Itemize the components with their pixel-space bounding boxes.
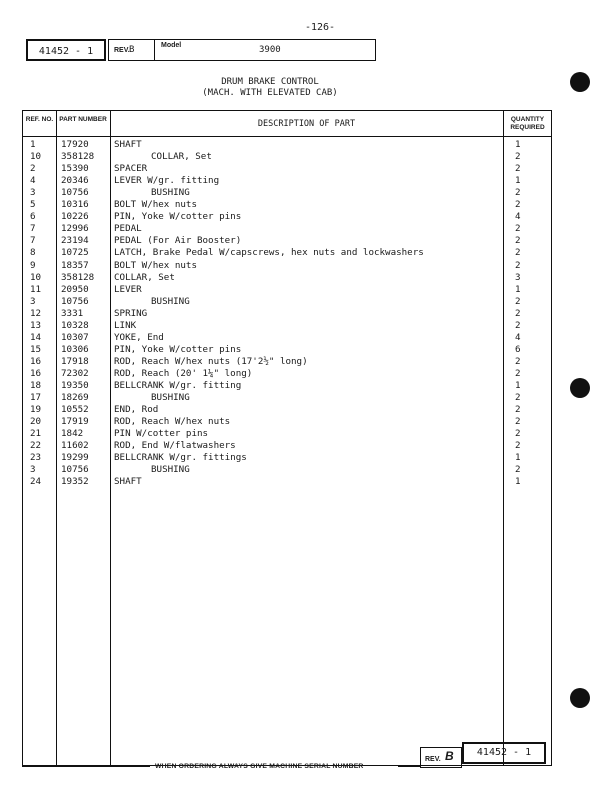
table-row [23, 235, 553, 247]
ref-cell: 7 [30, 235, 36, 247]
part-number-cell: 10756 [61, 295, 89, 307]
quantity-cell: 2 [515, 223, 521, 235]
binder-hole [570, 688, 590, 708]
quantity-cell: 2 [515, 404, 521, 416]
description-cell: LATCH, Brake Pedal W/capscrews, hex nuts and lockwashers [114, 247, 424, 259]
ref-cell: 8 [30, 247, 36, 259]
table-row [23, 139, 553, 151]
quantity-cell: 1 [515, 175, 521, 187]
part-number-cell: 1842 [61, 428, 84, 440]
table-row [23, 440, 553, 452]
page-number: -126- [304, 22, 336, 33]
revision-model-box [108, 39, 376, 61]
part-number-cell: 19350 [61, 380, 89, 391]
description-cell: LEVER W/gr. fitting [114, 175, 220, 187]
table-row [23, 368, 553, 380]
table-row [23, 223, 553, 235]
description-cell: BUSHING [151, 187, 190, 199]
table-row [23, 211, 553, 223]
ref-cell: 9 [30, 259, 36, 271]
description-cell: PIN W/cotter pins [114, 428, 209, 440]
column-header-ref-no: REF. NO. [25, 116, 54, 123]
table-row [23, 404, 553, 416]
quantity-cell: 2 [515, 151, 521, 163]
part-number-cell: 10328 [61, 319, 89, 331]
quantity-cell: 4 [515, 331, 521, 343]
table-row [23, 320, 553, 332]
part-number-cell: 23194 [61, 235, 89, 247]
part-number-cell: 72302 [61, 367, 89, 379]
model-label: Model [161, 42, 182, 49]
part-number-cell: 20950 [61, 283, 89, 295]
part-number-cell: 11602 [61, 440, 89, 452]
quantity-cell: 1 [515, 452, 521, 464]
part-number-cell: 20346 [61, 175, 89, 187]
part-number-cell: 10756 [61, 464, 89, 476]
description-cell: BOLT W/hex nuts [114, 199, 197, 211]
description-cell: YOKE, End [114, 331, 164, 343]
description-cell: COLLAR, Set [114, 271, 175, 283]
ref-cell: 13 [30, 319, 42, 331]
description-cell: ROD, Reach W/hex nuts [114, 416, 231, 428]
quantity-cell: 2 [515, 199, 521, 211]
column-header-quantity: QUANTITY REQUIRED [510, 116, 545, 131]
ref-cell: 23 [30, 452, 42, 464]
table-row [23, 464, 553, 476]
quantity-cell: 4 [515, 211, 521, 223]
ref-cell: 5 [30, 199, 36, 211]
footer-notice: WHEN ORDERING ALWAYS GIVE MACHINE SERIAL NUMBER [155, 763, 364, 770]
part-number-cell: 10756 [61, 187, 89, 199]
column-header-part-number: PART NUMBER [59, 116, 107, 123]
ref-cell: 20 [30, 416, 42, 428]
quantity-cell: 1 [515, 283, 521, 295]
part-number-cell: 10306 [61, 343, 89, 355]
description-cell: BUSHING [151, 464, 190, 476]
description-cell: PEDAL [114, 223, 142, 235]
revision-label: REV. [114, 47, 130, 54]
model-value: 3900 [259, 45, 281, 55]
part-number-cell: 10307 [61, 331, 89, 343]
quantity-cell: 2 [515, 235, 521, 247]
description-cell: PIN, Yoke W/cotter pins [114, 211, 242, 223]
table-row [23, 308, 553, 320]
description-cell: LEVER [114, 283, 142, 295]
part-number-cell: 358128 [61, 151, 95, 163]
table-row [23, 356, 553, 368]
table-row [23, 428, 553, 440]
description-cell: SPRING [114, 307, 148, 319]
table-row [23, 380, 553, 392]
ref-cell: 2 [30, 163, 36, 175]
part-number-cell: 10725 [61, 247, 89, 259]
table-row [23, 476, 553, 488]
quantity-cell: 2 [515, 163, 521, 175]
page-title: DRUM BRAKE CONTROL [221, 77, 319, 87]
part-number-cell: 18269 [61, 392, 89, 404]
revision-cell [109, 40, 155, 60]
ref-cell: 7 [30, 223, 36, 235]
table-row [23, 151, 553, 163]
ref-cell: 3 [30, 187, 36, 199]
footer-revision-box [420, 747, 462, 768]
quantity-cell: 6 [515, 343, 521, 355]
quantity-cell: 2 [515, 440, 521, 452]
quantity-cell: 1 [515, 380, 521, 391]
description-cell: SPACER [114, 163, 148, 175]
ref-cell: 11 [30, 283, 42, 295]
table-row [23, 344, 553, 356]
part-number-cell: 10552 [61, 404, 89, 416]
table-row [23, 187, 553, 199]
ref-cell: 3 [30, 295, 36, 307]
description-cell: BUSHING [151, 295, 190, 307]
description-cell: BELLCRANK W/gr. fittings [114, 452, 247, 464]
ref-cell: 12 [30, 307, 42, 319]
table-row [23, 452, 553, 464]
footer-rule [398, 766, 420, 767]
ref-cell: 4 [30, 175, 36, 187]
table-row [23, 272, 553, 284]
page-subtitle: (MACH. WITH ELEVATED CAB) [202, 88, 338, 98]
quantity-cell: 2 [515, 259, 521, 271]
quantity-cell: 2 [515, 464, 521, 476]
table-row [23, 296, 553, 308]
quantity-cell: 2 [515, 247, 521, 259]
ref-cell: 10 [30, 271, 42, 283]
table-row [23, 163, 553, 175]
quantity-cell: 2 [515, 355, 521, 367]
quantity-cell: 2 [515, 428, 521, 440]
description-cell: END, Rod [114, 404, 159, 416]
part-number-cell: 358128 [61, 271, 95, 283]
footer-revision-value: B [445, 749, 454, 763]
description-cell: BOLT W/hex nuts [114, 259, 197, 271]
description-cell: ROD, End W/flatwashers [114, 440, 236, 452]
part-number-cell: 17919 [61, 416, 89, 428]
ref-cell: 3 [30, 464, 36, 476]
table-row [23, 416, 553, 428]
description-cell: BELLCRANK W/gr. fitting [114, 380, 242, 391]
description-cell: PEDAL (For Air Booster) [114, 235, 242, 247]
part-number-cell: 12996 [61, 223, 89, 235]
quantity-cell: 1 [515, 476, 521, 488]
description-cell: ROD, Reach (20' 1¼" long) [114, 367, 253, 379]
ref-cell: 15 [30, 343, 42, 355]
part-number-cell: 3331 [61, 307, 84, 319]
part-number-cell: 17918 [61, 355, 89, 367]
footer-revision-label: REV. [425, 756, 441, 763]
quantity-cell: 2 [515, 367, 521, 379]
quantity-cell: 2 [515, 295, 521, 307]
table-row [23, 332, 553, 344]
table-row [23, 260, 553, 272]
ref-cell: 6 [30, 211, 36, 223]
document-number-box: 41452 - 1 [26, 39, 106, 61]
quantity-cell: 3 [515, 271, 521, 283]
ref-cell: 17 [30, 392, 42, 404]
part-number-cell: 17920 [61, 139, 89, 150]
table-row [23, 175, 553, 187]
ref-cell: 16 [30, 355, 42, 367]
description-cell: PIN, Yoke W/cotter pins [114, 343, 242, 355]
revision-value: B [129, 45, 135, 55]
quantity-cell: 2 [515, 187, 521, 199]
table-row [23, 247, 553, 259]
footer-rule [22, 766, 150, 767]
part-number-cell: 15390 [61, 163, 89, 175]
ref-cell: 18 [30, 380, 42, 391]
column-header-description: DESCRIPTION OF PART [257, 119, 356, 129]
ref-cell: 16 [30, 367, 42, 379]
description-cell: ROD, Reach W/hex nuts (17'2½" long) [114, 355, 308, 367]
part-number-cell: 19352 [61, 476, 89, 488]
quantity-cell: 2 [515, 392, 521, 404]
footer-document-number-box: 41452 - 1 [462, 742, 546, 764]
binder-hole [570, 378, 590, 398]
part-number-cell: 18357 [61, 259, 89, 271]
description-cell: SHAFT [114, 139, 142, 150]
ref-cell: 19 [30, 404, 42, 416]
parts-table [22, 110, 552, 766]
description-cell: COLLAR, Set [151, 151, 212, 163]
part-number-cell: 19299 [61, 452, 89, 464]
table-row [23, 284, 553, 296]
quantity-cell: 2 [515, 307, 521, 319]
table-row [23, 199, 553, 211]
ref-cell: 10 [30, 151, 42, 163]
table-row [23, 392, 553, 404]
ref-cell: 14 [30, 331, 42, 343]
ref-cell: 21 [30, 428, 42, 440]
description-cell: SHAFT [114, 476, 142, 488]
ref-cell: 24 [30, 476, 42, 488]
quantity-cell: 1 [515, 139, 521, 150]
part-number-cell: 10316 [61, 199, 89, 211]
part-number-cell: 10226 [61, 211, 89, 223]
description-cell: LINK [114, 319, 137, 331]
binder-hole [570, 72, 590, 92]
quantity-cell: 2 [515, 416, 521, 428]
quantity-cell: 2 [515, 319, 521, 331]
ref-cell: 1 [30, 139, 36, 150]
ref-cell: 22 [30, 440, 42, 452]
description-cell: BUSHING [151, 392, 190, 404]
header-divider [23, 136, 551, 137]
